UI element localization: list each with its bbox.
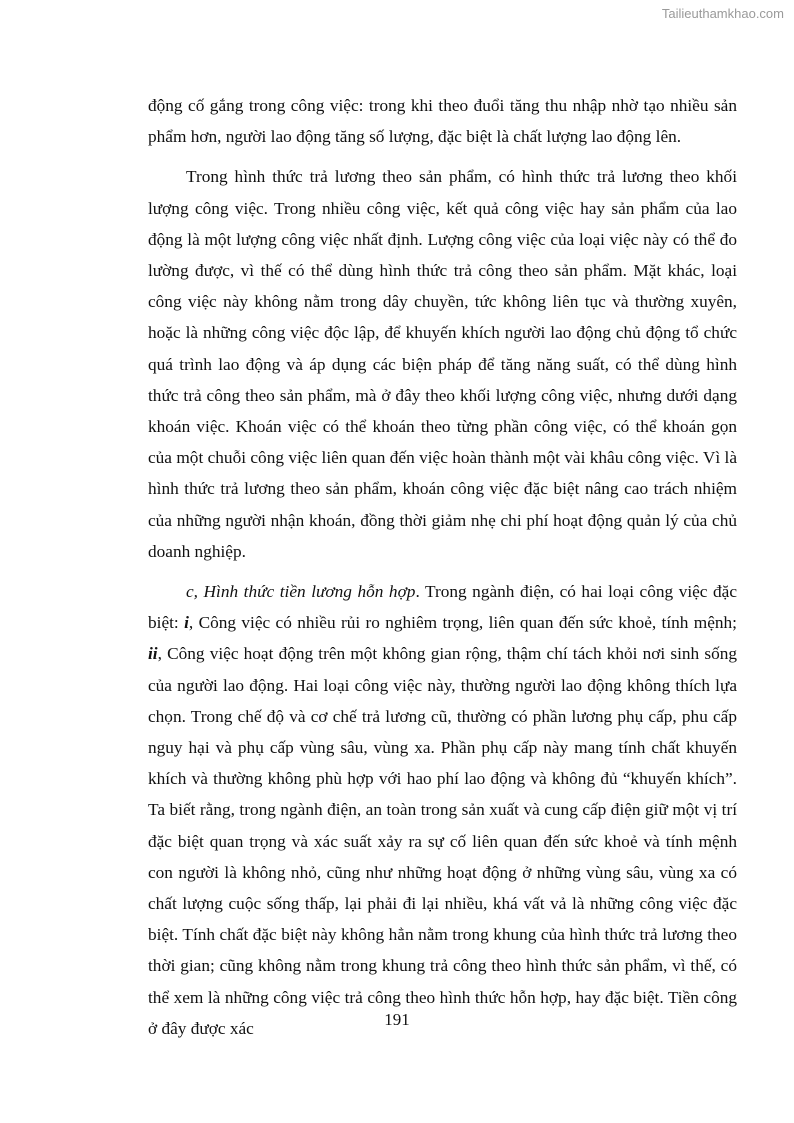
page-body (148, 90, 737, 1053)
section-heading: c, Hình thức tiền lương hỗn hợp (186, 582, 416, 602)
watermark: Tailieuthamkhao.com (661, 6, 784, 21)
paragraph-3-text-a: . Trong ngành điện, có hai loại công việc đặc biệt: (148, 582, 738, 633)
page-number: 191 (384, 1010, 410, 1029)
paragraph-1: động cố gắng trong công việc: trong khi theo đuổi tăng thu nhập nhờ tạo nhiều sản phẩm hơn, người lao động tăng số lượng, đặc biệt là chất lượng lao động lên. (148, 96, 737, 147)
paragraph-2: Trong hình thức trả lương theo sản phẩm, có hình thức trả lương theo khối lượng công việc. Trong nhiều công việc, kết quả công việc hay sản phẩm của lao động là một lượng công việc nhất định. Lượng công việc của loại việc này có thể đo lường được, vì thế có thể dùng hình thức trả công theo sản phẩm. Mặt khác, loại công việc này không nằm trong dây chuyền, tức không liên tục và thường xuyên, hoặc là những công việc độc lập, để khuyến khích người lao động chủ động tổ chức quá trình lao động và áp dụng các biện pháp để tăng năng suất, có thể dùng hình thức trả công theo sản phẩm, mà ở đây theo khối lượng công việc, nhưng dưới dạng khoán việc. Khoán việc có thể khoán theo từng phần công việc, có thể khoán gọn của một chuỗi công việc liên quan đến việc hoàn thành một vài khâu công việc. Vì là hình thức trả lương theo sản phẩm, khoán công việc đặc biệt nâng cao trách nhiệm của những người nhận khoán, đồng thời giảm nhẹ chi phí hoạt động quản lý của chủ doanh nghiệp. (148, 167, 737, 561)
item-marker-i: i (184, 613, 189, 633)
paragraph-3-text-c: , Công việc hoạt động trên một không gian rộng, thậm chí tách khỏi nơi sinh sống của người lao động. Hai loại công việc này, thường người lao động không thích lựa chọn. Trong chế độ và cơ chế trả lương cũ, thường có phần lương phụ cấp, phu cấp nguy hại và phụ cấp vùng sâu, vùng xa. Phần phụ cấp này mang tính chất khuyến khích và thường không phù hợp với hao phí lao động và không đủ “khuyến khích”. Ta biết rằng, trong ngành điện, an toàn trong sản xuất và cung cấp điện giữ một vị trí đặc biệt quan trọng và xác suất xảy ra sự cố liên quan đến sức khoẻ và tính mệnh con người là không nhỏ, cũng như những hoạt động ở những vùng sâu, vùng xa có chất lượng cuộc sống thấp, lại phải đi lại nhiều, khá vất vả là những công việc đặc biệt. Tính chất đặc biệt này không hẳn nằm trong khung của hình thức trả lương theo thời gian; cũng không nằm trong khung trả công theo hình thức sản phẩm, vì thế, có thể xem là những công việc trả công theo hình thức hỗn hợp, hay đặc biệt. Tiền công ở đây được xác (148, 644, 737, 1038)
item-marker-ii: ii (148, 644, 158, 664)
paragraph-3 (148, 576, 737, 1044)
paragraph-3-text-b: , Công việc có nhiều rủi ro nghiêm trọng, liên quan đến sức khoẻ, tính mệnh; (188, 613, 737, 633)
